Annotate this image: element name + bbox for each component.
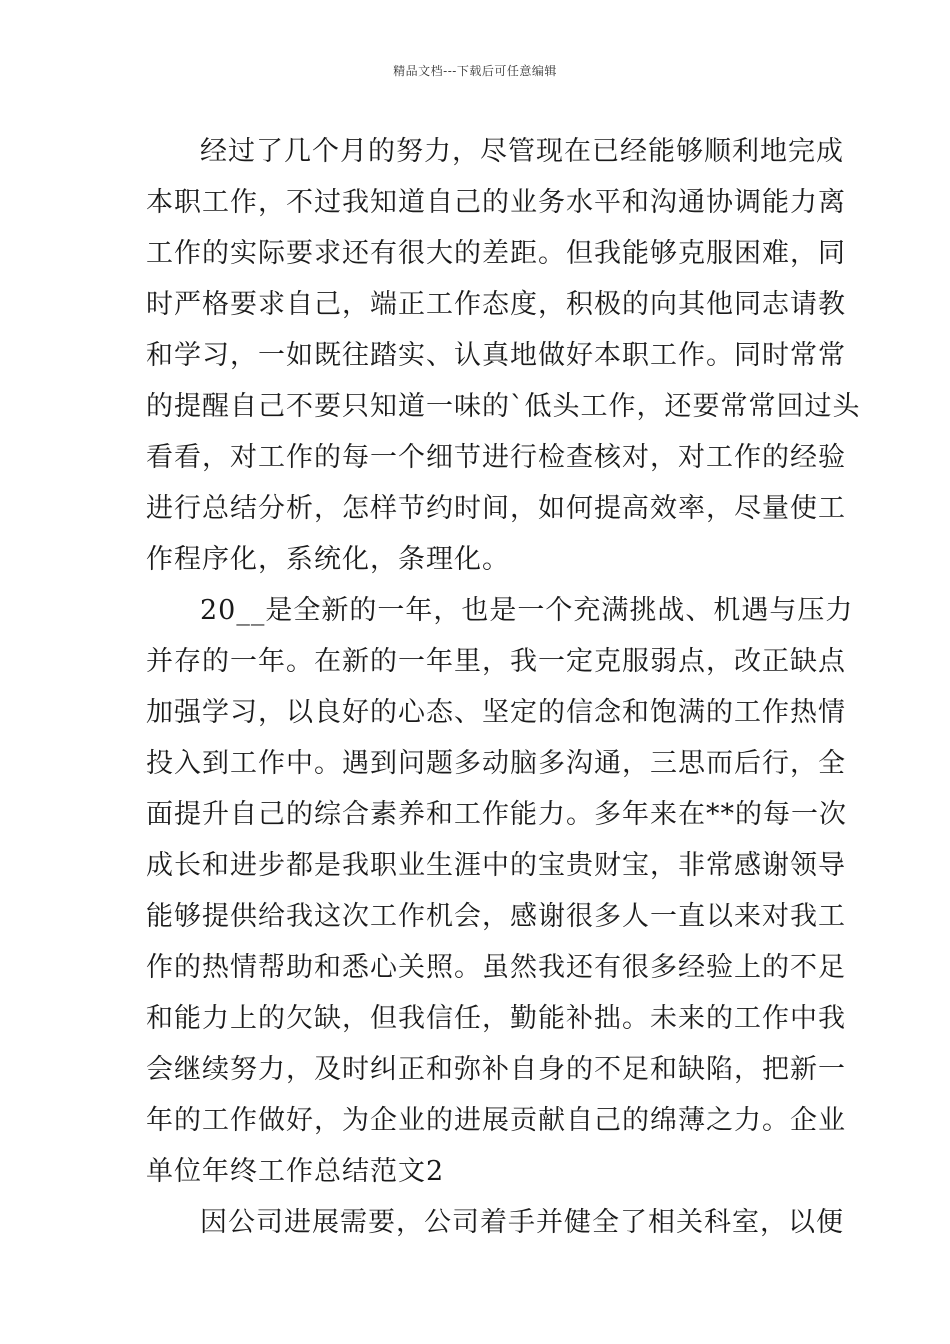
text-line: 和学习，一如既往踏实、认真地做好本职工作。同时常常 xyxy=(146,340,846,371)
text-line: 本职工作，不过我知道自己的业务水平和沟通协调能力离 xyxy=(146,187,846,218)
paragraph-3 xyxy=(146,1197,844,1248)
text-line: 作程序化，系统化，条理化。 xyxy=(146,544,510,575)
text-line: 能够提供给我这次工作机会，感谢很多人一直以来对我工 xyxy=(146,901,846,932)
text-line: 进行总结分析，怎样节约时间，如何提高效率，尽量使工 xyxy=(146,493,846,524)
text-line: 时严格要求自己，端正工作态度，积极的向其他同志请教 xyxy=(146,289,846,320)
paragraph-2 xyxy=(146,585,854,1197)
text-line: 和能力上的欠缺，但我信任，勤能补拙。未来的工作中我 xyxy=(146,1003,846,1034)
text-line: 看看，对工作的每一个细节进行检查核对，对工作的经验 xyxy=(146,442,846,473)
document-body xyxy=(146,126,861,1248)
section-title-line: 单位年终工作总结范文2 xyxy=(146,1156,445,1187)
text-line: 作的热情帮助和悉心关照。虽然我还有很多经验上的不足 xyxy=(146,952,846,983)
text-line: 加强学习，以良好的心态、坚定的信念和饱满的工作热情 xyxy=(146,697,846,728)
text-line: 并存的一年。在新的一年里，我一定克服弱点，改正缺点 xyxy=(146,646,846,677)
text-line: 20__是全新的一年，也是一个充满挑战、机遇与压力 xyxy=(200,595,854,626)
text-line: 经过了几个月的努力，尽管现在已经能够顺利地完成 xyxy=(200,136,844,167)
text-line: 工作的实际要求还有很大的差距。但我能够克服困难，同 xyxy=(146,238,846,269)
text-line: 成长和进步都是我职业生涯中的宝贵财宝，非常感谢领导 xyxy=(146,850,846,881)
text-line: 会继续努力，及时纠正和弥补自身的不足和缺陷，把新一 xyxy=(146,1054,846,1085)
text-line: 投入到工作中。遇到问题多动脑多沟通，三思而后行，全 xyxy=(146,748,846,779)
text-line: 因公司进展需要，公司着手并健全了相关科室，以便 xyxy=(200,1207,844,1238)
text-line: 的提醒自己不要只知道一味的`低头工作，还要常常回过头 xyxy=(146,391,861,422)
text-line: 面提升自己的综合素养和工作能力。多年来在**的每一次 xyxy=(146,799,847,830)
text-line: 年的工作做好，为企业的进展贡献自己的绵薄之力。企业 xyxy=(146,1105,846,1136)
paragraph-1 xyxy=(146,126,861,585)
page-header: 精品文档---下载后可任意编辑 xyxy=(393,64,557,78)
